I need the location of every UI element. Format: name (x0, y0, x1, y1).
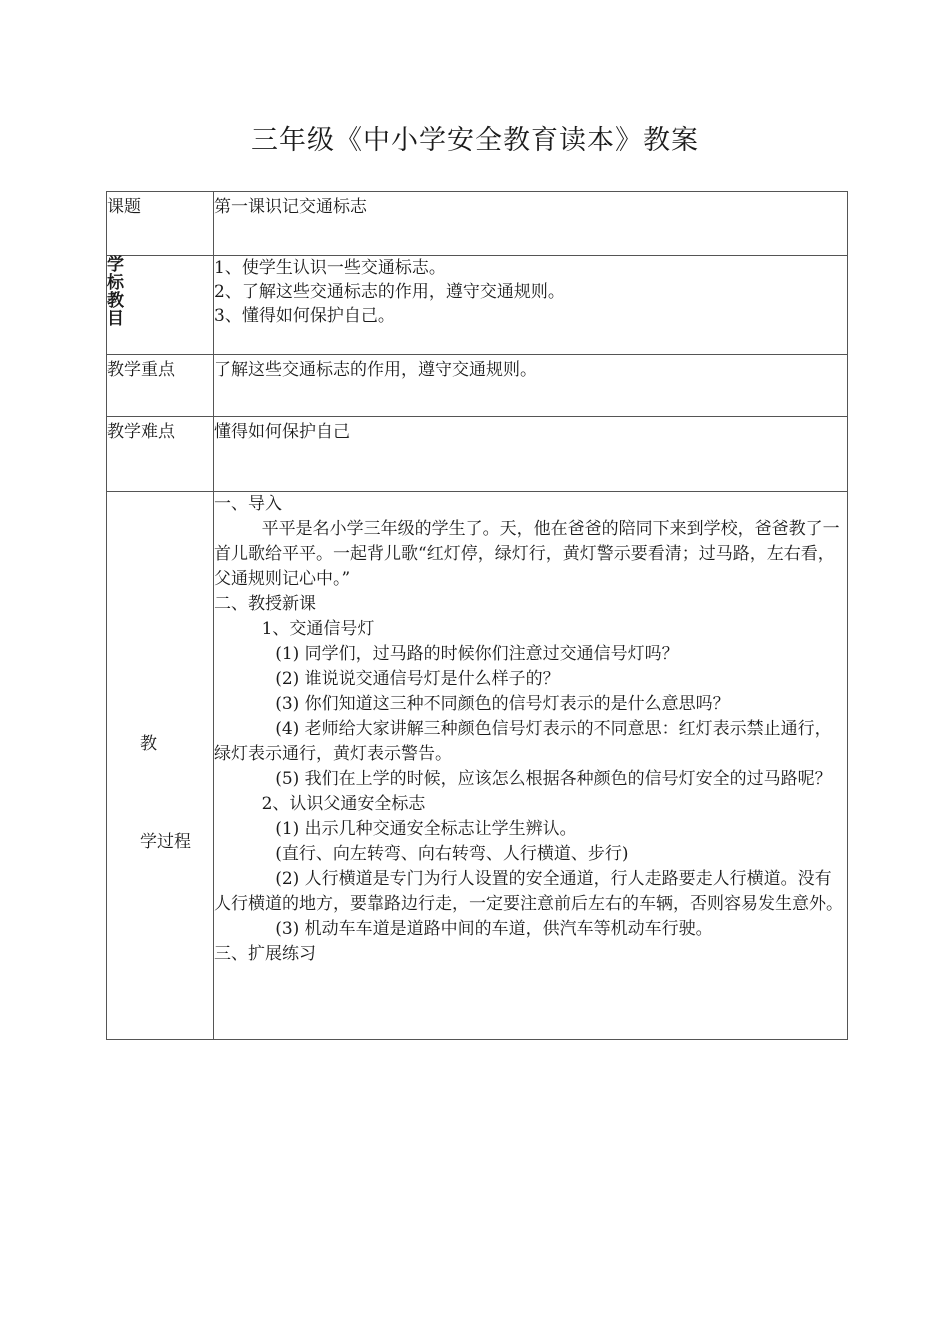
process-item: (4) 老师给大家讲解三种颜色信号灯表示的不同意思：红灯表示禁止通行，绿灯表示通行，黄灯表示警告。 (214, 719, 832, 764)
key-points-value: 了解这些交通标志的作用，遵守交通规则。 (214, 355, 848, 417)
section-heading: 三、扩展练习 (214, 944, 316, 964)
process-item: (1) 出示几种交通安全标志让学生辨认。 (275, 819, 577, 839)
subsection-heading: 2、认识父通安全标志 (261, 794, 426, 814)
process-item: (5) 我们在上学的时候，应该怎么根据各种颜色的信号灯安全的过马路呢？ (275, 769, 832, 789)
process-item: (3) 你们知道这三种不同颜色的信号灯表示的是什么意思吗？ (275, 694, 730, 714)
difficulties-value: 懂得如何保护自己 (214, 417, 848, 492)
key-points-row (107, 355, 848, 417)
difficulties-row (107, 417, 848, 492)
key-points-label: 教学重点 (107, 355, 214, 417)
process-row (107, 492, 848, 1040)
section-heading: 一、导入 (214, 494, 282, 514)
goals-row (107, 256, 848, 355)
process-item: (3) 机动车车道是道路中间的车道，供汽车等机动车行驶。 (275, 919, 713, 939)
process-label-part2: 学过程 (140, 832, 191, 852)
goals-label (107, 256, 214, 355)
process-item: (1) 同学们，过马路的时候你们注意过交通信号灯吗？ (275, 644, 679, 664)
topic-value: 第一课识记交通标志 (214, 192, 848, 256)
goal-item: 2、了解这些交通标志的作用，遵守交通规则。 (214, 282, 565, 302)
goal-item: 1、使学生认识一些交通标志。 (214, 258, 446, 278)
topic-label: 课题 (107, 192, 214, 256)
goals-label-char: 标 (107, 273, 124, 293)
process-label (107, 492, 214, 1040)
process-item: (2) 谁说说交通信号灯是什么样子的？ (275, 669, 560, 689)
lesson-plan-table (106, 191, 848, 1040)
section-heading: 二、教授新课 (214, 594, 316, 614)
process-item: (2) 人行横道是专门为行人设置的安全通道，行人走路要走人行横道。没有人行横道的地方，要靠路边行走，一定要注意前后左右的车辆，否则容易发生意外。 (214, 869, 843, 914)
topic-row (107, 192, 848, 256)
goals-content (214, 256, 848, 355)
goal-item: 3、懂得如何保护自己。 (214, 306, 395, 326)
goals-label-char: 目 (107, 309, 124, 329)
process-label-part1: 教 (140, 734, 157, 754)
intro-paragraph: 平平是名小学三年级的学生了。天，他在爸爸的陪同下来到学校，爸爸教了一首儿歌给平平。一起背儿歌“红灯停，绿灯行，黄灯警示要看清；过马路，左右看，父通规则记心中。” (214, 519, 840, 589)
subsection-heading: 1、交通信号灯 (261, 619, 375, 639)
process-item: (直行、向左转弯、向右转弯、人行横道、步行) (275, 844, 629, 864)
document-title: 三年级《中小学安全教育读本》教案 (251, 125, 699, 156)
process-content (214, 492, 848, 1040)
goals-label-char: 学 (107, 255, 124, 275)
goals-label-char: 教 (107, 291, 124, 311)
difficulties-label: 教学难点 (107, 417, 214, 492)
